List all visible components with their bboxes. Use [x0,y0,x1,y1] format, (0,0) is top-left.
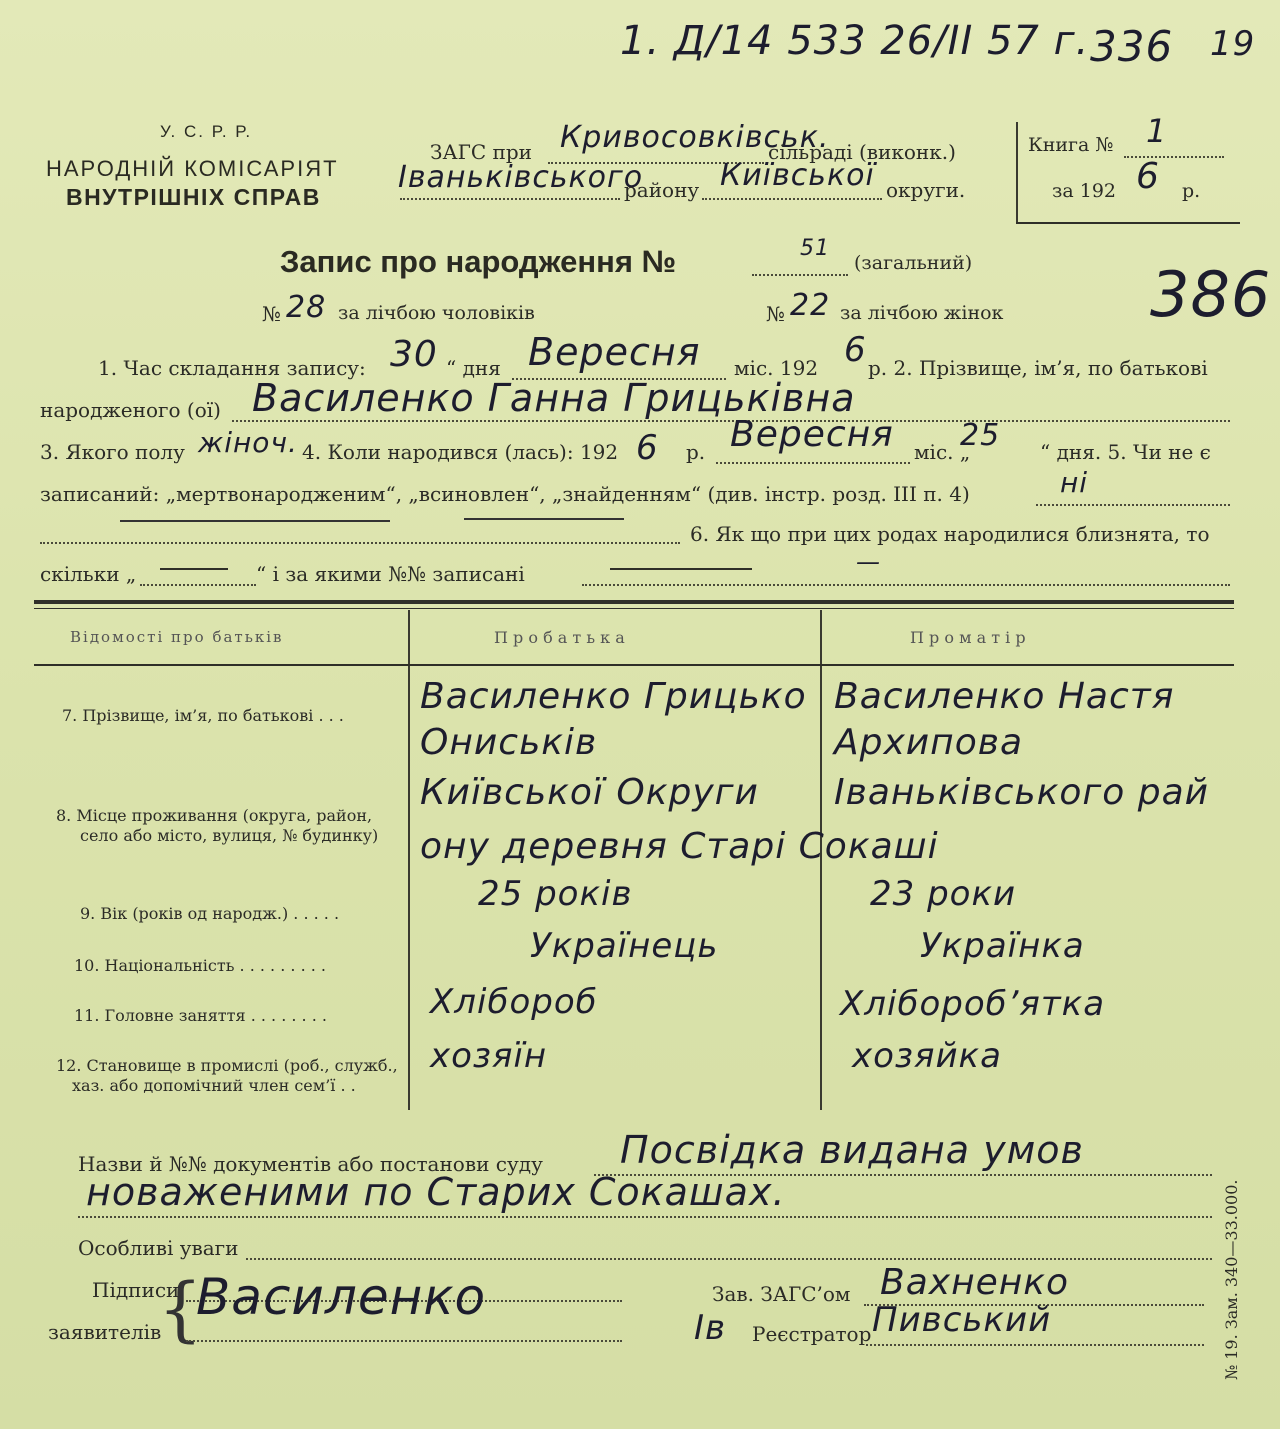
women-count-label: за лічбою жінок [840,302,1004,324]
father-position: хозяїн [430,1036,548,1076]
mother-occupation: Хлібороб’ятка [840,984,1106,1024]
birth-month: Вересня [730,414,894,455]
brace-icon: { [158,1268,203,1350]
mother-patronymic: Архипова [834,722,1024,763]
archive-side-number: 386 [1150,258,1272,331]
registrar-label: Реєстратор [752,1322,872,1346]
record-day: 30 [390,334,438,375]
men-count-label: за лічбою чоловіків [338,302,535,324]
ussr-header: У. С. Р. Р. [160,122,253,141]
father-nationality: Українець [530,926,719,966]
stillborn-label: записаний: „мертвонародженим“, „всиновлен“, „знайденням“ (див. інстр. розд. III п. 4) [40,482,970,506]
zags-head-signature: Вахненко [880,1262,1070,1303]
zags-head-label: Зав. ЗАГС’ом [712,1282,851,1306]
registrar-mark: Ів [694,1308,727,1348]
row-occupation-label: 11. Головне заняття . . . . . . . . [74,1006,327,1025]
mother-nationality: Українка [920,926,1085,966]
documents-value-line1: Посвідка видана умов [620,1128,1084,1172]
father-age: 25 років [478,874,633,914]
men-count-prefix: № [262,302,281,326]
row-name-label: 7. Прізвище, ім’я, по батькові . . . [62,706,344,725]
twins-count-label: скільки „ [40,562,137,586]
women-count-prefix: № [766,302,785,326]
women-count: 22 [790,288,831,323]
mother-residence: Іваньківського рай [834,772,1210,813]
row-position-label: 12. Становище в промислі (роб., служб., [56,1056,398,1075]
row-position-label2: хаз. або допомічний член сем’ї . . [72,1076,356,1095]
child-name: Василенко Ганна Грицьківна [252,376,856,420]
applicants-label: заявителів [48,1320,162,1344]
book-year-suffix: р. [1182,180,1201,202]
applicant-signature: Василенко [196,1268,487,1326]
birth-date-label: 4. Коли народився (лась): 192 [302,440,619,464]
row-age-label: 9. Вік (років од народж.) . . . . . [80,904,340,923]
record-general-label: (загальний) [854,252,973,274]
book-label: Книга № [1028,134,1114,156]
joint-residence: ону деревня Старі Сокаші [420,826,939,867]
zags-district-label: району [624,178,700,202]
father-residence: Київської Округи [420,772,759,813]
child-name-label: народженого (ої) [40,398,221,422]
row-residence-label: 8. Місце проживання (округа, район, [56,806,373,825]
documents-value-line2: новаженими по Старих Сокашах. [86,1170,786,1214]
documents-label: Назви й №№ документів або постанови суду [78,1152,543,1176]
men-count: 28 [286,290,327,325]
mother-position: хозяйка [852,1036,1002,1076]
father-occupation: Хлібороб [430,982,598,1022]
record-month-label: міс. 192 [734,356,819,380]
zags-district-value: Іваньківського [398,160,644,195]
stillborn-value: ні [1060,466,1089,499]
mother-age: 23 роки [870,874,1017,914]
book-year: 6 [1136,156,1160,197]
table-header-info: Відомості про батьків [70,628,284,646]
birth-year: 6 [636,428,659,468]
zags-okrug-label: округи. [886,178,966,202]
book-year-label: за 192 [1052,180,1116,202]
signatures-label: Підписи [92,1278,180,1302]
birth-day-label: “ дня. 5. Чи не є [1040,440,1211,464]
zags-village-value: Кривосовківськ. [560,120,830,155]
record-time-label: 1. Час складання запису: [98,356,366,380]
zags-village-label: сільраді (виконк.) [768,140,956,164]
table-header-mother: П р о м а т і р [910,628,1026,647]
archive-page-number: 336 [1090,22,1174,71]
row-residence-label2: село або місто, вулиця, № будинку) [80,826,379,845]
archive-reference: 1. Д/14 533 26/II 57 г. [620,18,1090,64]
registrar-signature: Пивський [872,1300,1052,1340]
birth-day: 25 [960,418,1001,453]
commissariat-header: НАРОДНІЙ КОМІСАРІЯТ [46,156,339,181]
record-month: Вересня [528,330,701,374]
birth-month-label: міс. „ [914,440,971,464]
archive-corner-number: 19 [1210,24,1256,64]
printer-note: № 19. Зам. 340—33.000. [1222,1179,1241,1380]
record-year: 6 [844,330,867,370]
father-patronymic: Ониськів [420,722,598,763]
record-day-label: “ дня [446,356,501,380]
row-nationality-label: 10. Національність . . . . . . . . . [74,956,326,975]
zags-label: ЗАГС при [430,140,532,164]
zags-okrug-value: Київської [720,158,875,193]
birth-year-label: р. [686,440,706,464]
twins-label: 6. Як що при цих родах народилися близнята, то [690,522,1210,546]
mother-name: Василенко Настя [834,676,1175,717]
sex-label: 3. Якого полу [40,440,185,464]
remarks-label: Особливі уваги [78,1236,239,1260]
father-name: Василенко Грицько [420,676,807,717]
twins-numbers-value: — [856,548,881,576]
record-number: 51 [800,236,830,261]
internal-affairs-header: ВНУТРІШНІХ СПРАВ [66,184,321,210]
book-number: 1 [1146,112,1168,150]
table-header-father: П р о б а т ь к а [494,628,625,647]
record-year-label: р. 2. Прізвище, ім’я, по батькові [868,356,1208,380]
page-title: Запис про народження № [280,244,677,279]
twins-numbers-label: “ і за якими №№ записані [256,562,525,586]
child-sex: жіноч. [198,426,298,459]
